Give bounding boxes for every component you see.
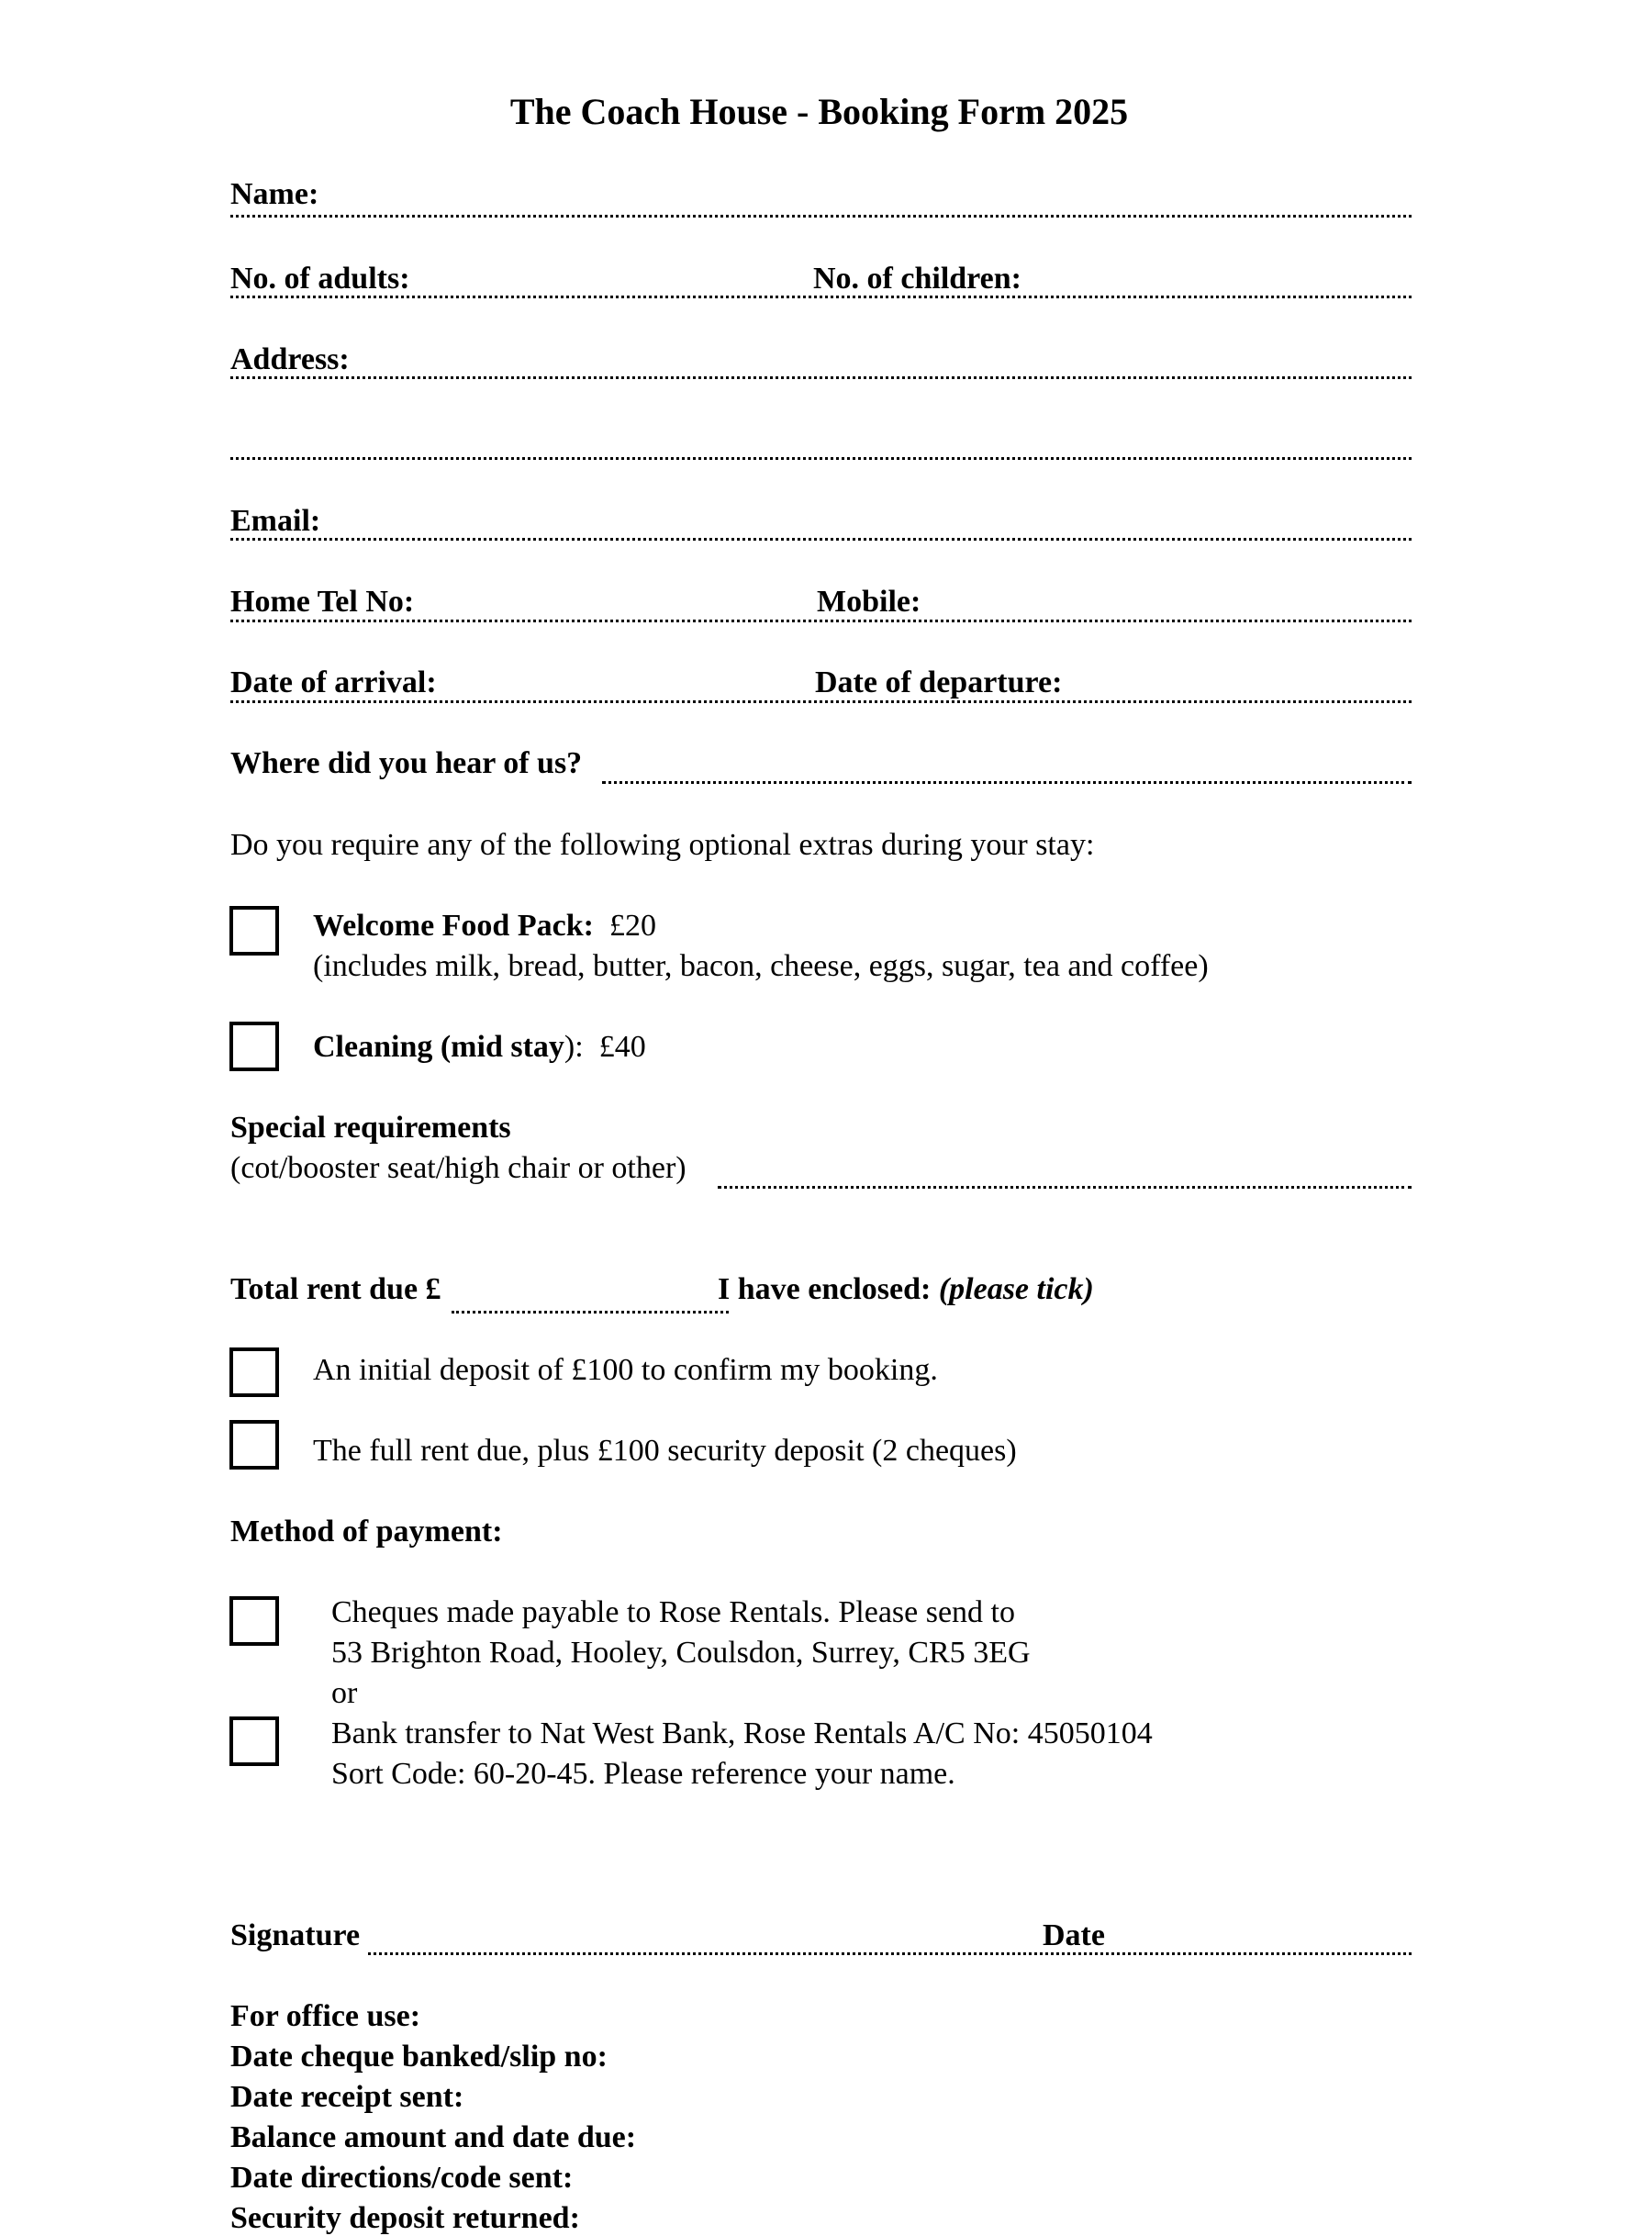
- payment-method-label: Method of payment:: [230, 1515, 503, 1548]
- adults-label: No. of adults:: [230, 262, 410, 296]
- office-use-heading: For office use:: [230, 1999, 421, 2033]
- address-label: Address:: [230, 342, 350, 376]
- cleaning-price: £40: [598, 1030, 646, 1064]
- total-rent-label: Total rent due £: [230, 1272, 441, 1306]
- address-input-line-1[interactable]: [230, 376, 1412, 379]
- food-pack-label: Welcome Food Pack:: [313, 909, 594, 943]
- food-pack-line: [313, 909, 656, 944]
- full-rent-label: The full rent due, plus £100 security deposit (2 cheques): [313, 1434, 1017, 1468]
- special-requirements-label: Special requirements: [230, 1111, 511, 1145]
- address-input-line-2[interactable]: [230, 457, 1412, 460]
- date-label: Date: [1043, 1918, 1105, 1952]
- or-text: or: [331, 1676, 358, 1710]
- departure-label: Date of departure:: [815, 665, 1063, 699]
- enclosed-line: [718, 1272, 1094, 1307]
- phone-input-line[interactable]: [230, 620, 1412, 622]
- signature-label: Signature: [230, 1918, 361, 1952]
- cleaning-line: [313, 1030, 646, 1065]
- arrival-label: Date of arrival:: [230, 665, 437, 699]
- cleaning-label: Cleaning (mid stay: [313, 1030, 564, 1064]
- cheque-checkbox[interactable]: [229, 1596, 279, 1646]
- enclosed-hint: (please tick): [938, 1272, 1094, 1306]
- signature-date-input-line[interactable]: [368, 1952, 1412, 1955]
- total-rent-input-line[interactable]: [452, 1311, 729, 1314]
- cleaning-label-close: ):: [564, 1030, 584, 1064]
- special-requirements-input-line[interactable]: [718, 1186, 1412, 1189]
- special-requirements-hint: (cot/booster seat/high chair or other): [230, 1151, 686, 1185]
- office-row-balance: Balance amount and date due:: [230, 2120, 637, 2154]
- office-row-receipt-sent: Date receipt sent:: [230, 2080, 464, 2114]
- dates-input-line[interactable]: [230, 700, 1412, 703]
- home-tel-label: Home Tel No:: [230, 585, 415, 619]
- initial-deposit-checkbox[interactable]: [229, 1347, 279, 1397]
- office-row-security-deposit: Security deposit returned:: [230, 2201, 580, 2235]
- initial-deposit-label: An initial deposit of £100 to confirm my booking.: [313, 1353, 938, 1387]
- cleaning-checkbox[interactable]: [229, 1022, 279, 1071]
- email-input-line[interactable]: [230, 538, 1412, 541]
- mobile-label: Mobile:: [817, 585, 921, 619]
- heard-input-line[interactable]: [602, 781, 1412, 784]
- bank-line-1: Bank transfer to Nat West Bank, Rose Rentals A/C No: 45050104: [331, 1716, 1153, 1750]
- heard-label: Where did you hear of us?: [230, 746, 583, 780]
- page-title: The Coach House - Booking Form 2025: [509, 91, 1129, 132]
- cheque-line-1: Cheques made payable to Rose Rentals. Please send to: [331, 1595, 1015, 1629]
- enclosed-label: I have enclosed:: [718, 1272, 932, 1306]
- full-rent-checkbox[interactable]: [229, 1420, 279, 1470]
- office-row-directions-sent: Date directions/code sent:: [230, 2161, 574, 2195]
- email-label: Email:: [230, 504, 321, 538]
- food-pack-checkbox[interactable]: [229, 906, 279, 956]
- adults-children-input-line[interactable]: [230, 296, 1412, 298]
- bank-line-2: Sort Code: 60-20-45. Please reference your name.: [331, 1757, 955, 1791]
- office-row-cheque-banked: Date cheque banked/slip no:: [230, 2040, 608, 2074]
- name-input-line[interactable]: [230, 215, 1412, 218]
- extras-intro: Do you require any of the following optional extras during your stay:: [230, 828, 1095, 862]
- food-pack-price: £20: [608, 909, 656, 943]
- food-pack-description: (includes milk, bread, butter, bacon, cheese, eggs, sugar, tea and coffee): [313, 949, 1209, 983]
- bank-transfer-checkbox[interactable]: [229, 1716, 279, 1766]
- children-label: No. of children:: [813, 262, 1021, 296]
- name-label: Name:: [230, 177, 319, 211]
- cheque-address: 53 Brighton Road, Hooley, Coulsdon, Surrey, CR5 3EG: [331, 1636, 1031, 1670]
